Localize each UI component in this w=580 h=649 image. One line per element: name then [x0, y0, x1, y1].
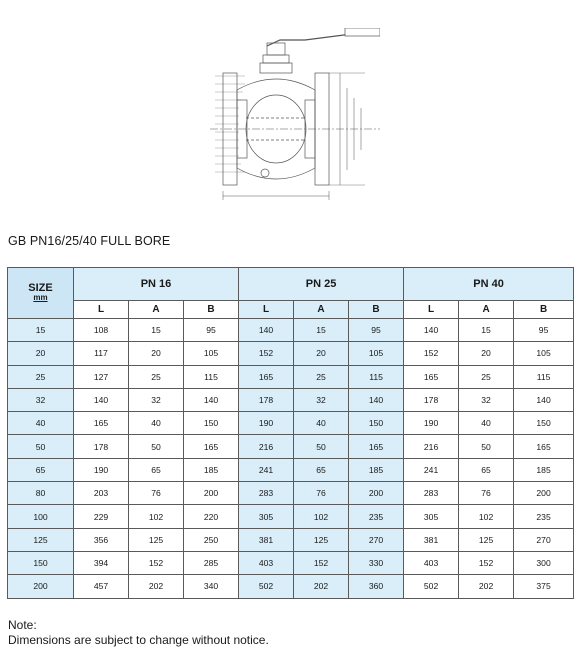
size-cell: 32: [8, 388, 74, 411]
cell-pn16-a: 15: [129, 319, 184, 342]
subheader-l: L: [74, 301, 129, 319]
cell-pn16-b: 115: [184, 365, 239, 388]
cell-pn25-l: 152: [239, 342, 294, 365]
cell-pn40-b: 115: [514, 365, 574, 388]
cell-pn25-l: 502: [239, 575, 294, 598]
cell-pn25-b: 200: [349, 482, 404, 505]
size-cell: 80: [8, 482, 74, 505]
cell-pn40-a: 152: [459, 551, 514, 574]
cell-pn25-a: 202: [294, 575, 349, 598]
cell-pn25-a: 40: [294, 412, 349, 435]
cell-pn25-l: 165: [239, 365, 294, 388]
cell-pn16-l: 203: [74, 482, 129, 505]
cell-pn16-l: 356: [74, 528, 129, 551]
cell-pn40-a: 50: [459, 435, 514, 458]
size-cell: 15: [8, 319, 74, 342]
cell-pn25-b: 105: [349, 342, 404, 365]
subheader-l: L: [239, 301, 294, 319]
dimensions-table: [7, 267, 574, 599]
cell-pn40-a: 65: [459, 458, 514, 481]
cell-pn25-a: 152: [294, 551, 349, 574]
cell-pn16-l: 140: [74, 388, 129, 411]
subheader-a: A: [294, 301, 349, 319]
cell-pn25-l: 381: [239, 528, 294, 551]
cell-pn40-a: 125: [459, 528, 514, 551]
cell-pn25-b: 270: [349, 528, 404, 551]
group-header-pn16: PN 16: [74, 268, 239, 301]
cell-pn25-a: 125: [294, 528, 349, 551]
cell-pn25-a: 102: [294, 505, 349, 528]
cell-pn16-a: 152: [129, 551, 184, 574]
ball-valve-drawing: [205, 28, 380, 208]
cell-pn40-b: 185: [514, 458, 574, 481]
cell-pn16-b: 200: [184, 482, 239, 505]
cell-pn40-b: 150: [514, 412, 574, 435]
size-label: SIZE: [28, 282, 53, 294]
size-cell: 25: [8, 365, 74, 388]
cell-pn40-l: 178: [404, 388, 459, 411]
cell-pn16-b: 250: [184, 528, 239, 551]
cell-pn25-l: 140: [239, 319, 294, 342]
cell-pn25-l: 241: [239, 458, 294, 481]
table-row: [8, 388, 574, 411]
cell-pn16-b: 340: [184, 575, 239, 598]
cell-pn40-b: 300: [514, 551, 574, 574]
cell-pn16-a: 125: [129, 528, 184, 551]
cell-pn25-l: 190: [239, 412, 294, 435]
cell-pn16-a: 50: [129, 435, 184, 458]
cell-pn16-a: 25: [129, 365, 184, 388]
size-cell: 150: [8, 551, 74, 574]
cell-pn16-b: 140: [184, 388, 239, 411]
subheader-l: L: [404, 301, 459, 319]
table-row: [8, 482, 574, 505]
table-row: [8, 435, 574, 458]
cell-pn25-b: 150: [349, 412, 404, 435]
cell-pn25-b: 185: [349, 458, 404, 481]
size-cell: 200: [8, 575, 74, 598]
cell-pn25-a: 76: [294, 482, 349, 505]
cell-pn40-l: 216: [404, 435, 459, 458]
cell-pn16-b: 185: [184, 458, 239, 481]
cell-pn25-b: 140: [349, 388, 404, 411]
size-cell: 20: [8, 342, 74, 365]
cell-pn40-l: 403: [404, 551, 459, 574]
cell-pn40-b: 235: [514, 505, 574, 528]
subheader-b: B: [184, 301, 239, 319]
table-row: [8, 412, 574, 435]
cell-pn16-l: 394: [74, 551, 129, 574]
cell-pn16-a: 32: [129, 388, 184, 411]
subheader-b: B: [514, 301, 574, 319]
cell-pn16-a: 102: [129, 505, 184, 528]
cell-pn16-b: 95: [184, 319, 239, 342]
cell-pn16-l: 229: [74, 505, 129, 528]
cell-pn25-l: 403: [239, 551, 294, 574]
cell-pn40-a: 40: [459, 412, 514, 435]
note: [8, 618, 269, 648]
table-row: [8, 551, 574, 574]
size-cell: 100: [8, 505, 74, 528]
table-row: [8, 528, 574, 551]
cell-pn16-l: 165: [74, 412, 129, 435]
size-header: [8, 268, 74, 319]
cell-pn40-a: 76: [459, 482, 514, 505]
cell-pn40-b: 200: [514, 482, 574, 505]
cell-pn40-l: 190: [404, 412, 459, 435]
cell-pn16-l: 457: [74, 575, 129, 598]
cell-pn25-a: 65: [294, 458, 349, 481]
cell-pn40-l: 140: [404, 319, 459, 342]
cell-pn40-b: 140: [514, 388, 574, 411]
cell-pn16-a: 40: [129, 412, 184, 435]
cell-pn16-b: 150: [184, 412, 239, 435]
cell-pn40-a: 202: [459, 575, 514, 598]
table-row: [8, 365, 574, 388]
cell-pn25-b: 95: [349, 319, 404, 342]
group-header-pn40: PN 40: [404, 268, 574, 301]
cell-pn25-l: 216: [239, 435, 294, 458]
cell-pn40-b: 165: [514, 435, 574, 458]
cell-pn25-a: 25: [294, 365, 349, 388]
cell-pn16-b: 105: [184, 342, 239, 365]
cell-pn25-a: 15: [294, 319, 349, 342]
subheader-a: A: [459, 301, 514, 319]
cell-pn40-l: 381: [404, 528, 459, 551]
table-row: [8, 319, 574, 342]
size-cell: 65: [8, 458, 74, 481]
note-heading: Note:: [8, 618, 37, 632]
cell-pn16-b: 220: [184, 505, 239, 528]
cell-pn25-b: 165: [349, 435, 404, 458]
cell-pn16-b: 165: [184, 435, 239, 458]
subheader-a: A: [129, 301, 184, 319]
cell-pn16-l: 127: [74, 365, 129, 388]
cell-pn40-l: 305: [404, 505, 459, 528]
cell-pn40-l: 165: [404, 365, 459, 388]
cell-pn40-a: 20: [459, 342, 514, 365]
cell-pn40-a: 15: [459, 319, 514, 342]
size-cell: 50: [8, 435, 74, 458]
group-header-pn25: PN 25: [239, 268, 404, 301]
note-text: Dimensions are subject to change without notice.: [8, 633, 269, 647]
cell-pn25-l: 305: [239, 505, 294, 528]
cell-pn25-b: 360: [349, 575, 404, 598]
cell-pn40-l: 283: [404, 482, 459, 505]
cell-pn40-a: 102: [459, 505, 514, 528]
cell-pn40-b: 375: [514, 575, 574, 598]
cell-pn25-b: 330: [349, 551, 404, 574]
table-row: [8, 575, 574, 598]
cell-pn40-l: 502: [404, 575, 459, 598]
cell-pn25-a: 50: [294, 435, 349, 458]
cell-pn25-b: 235: [349, 505, 404, 528]
cell-pn40-a: 32: [459, 388, 514, 411]
cell-pn40-a: 25: [459, 365, 514, 388]
table-row: [8, 505, 574, 528]
size-cell: 40: [8, 412, 74, 435]
cell-pn25-l: 283: [239, 482, 294, 505]
cell-pn16-a: 20: [129, 342, 184, 365]
cell-pn16-l: 178: [74, 435, 129, 458]
cell-pn40-b: 95: [514, 319, 574, 342]
cell-pn16-a: 202: [129, 575, 184, 598]
size-cell: 125: [8, 528, 74, 551]
cell-pn16-b: 285: [184, 551, 239, 574]
cell-pn25-a: 20: [294, 342, 349, 365]
cell-pn25-b: 115: [349, 365, 404, 388]
cell-pn16-l: 190: [74, 458, 129, 481]
table-row: [8, 342, 574, 365]
cell-pn40-l: 152: [404, 342, 459, 365]
cell-pn40-l: 241: [404, 458, 459, 481]
cell-pn40-b: 105: [514, 342, 574, 365]
table-title: GB PN16/25/40 FULL BORE: [8, 234, 171, 248]
cell-pn16-l: 117: [74, 342, 129, 365]
cell-pn16-l: 108: [74, 319, 129, 342]
table-row: [8, 458, 574, 481]
cell-pn40-b: 270: [514, 528, 574, 551]
size-unit: mm: [33, 293, 48, 302]
cell-pn25-l: 178: [239, 388, 294, 411]
cell-pn16-a: 76: [129, 482, 184, 505]
cell-pn16-a: 65: [129, 458, 184, 481]
subheader-b: B: [349, 301, 404, 319]
cell-pn25-a: 32: [294, 388, 349, 411]
